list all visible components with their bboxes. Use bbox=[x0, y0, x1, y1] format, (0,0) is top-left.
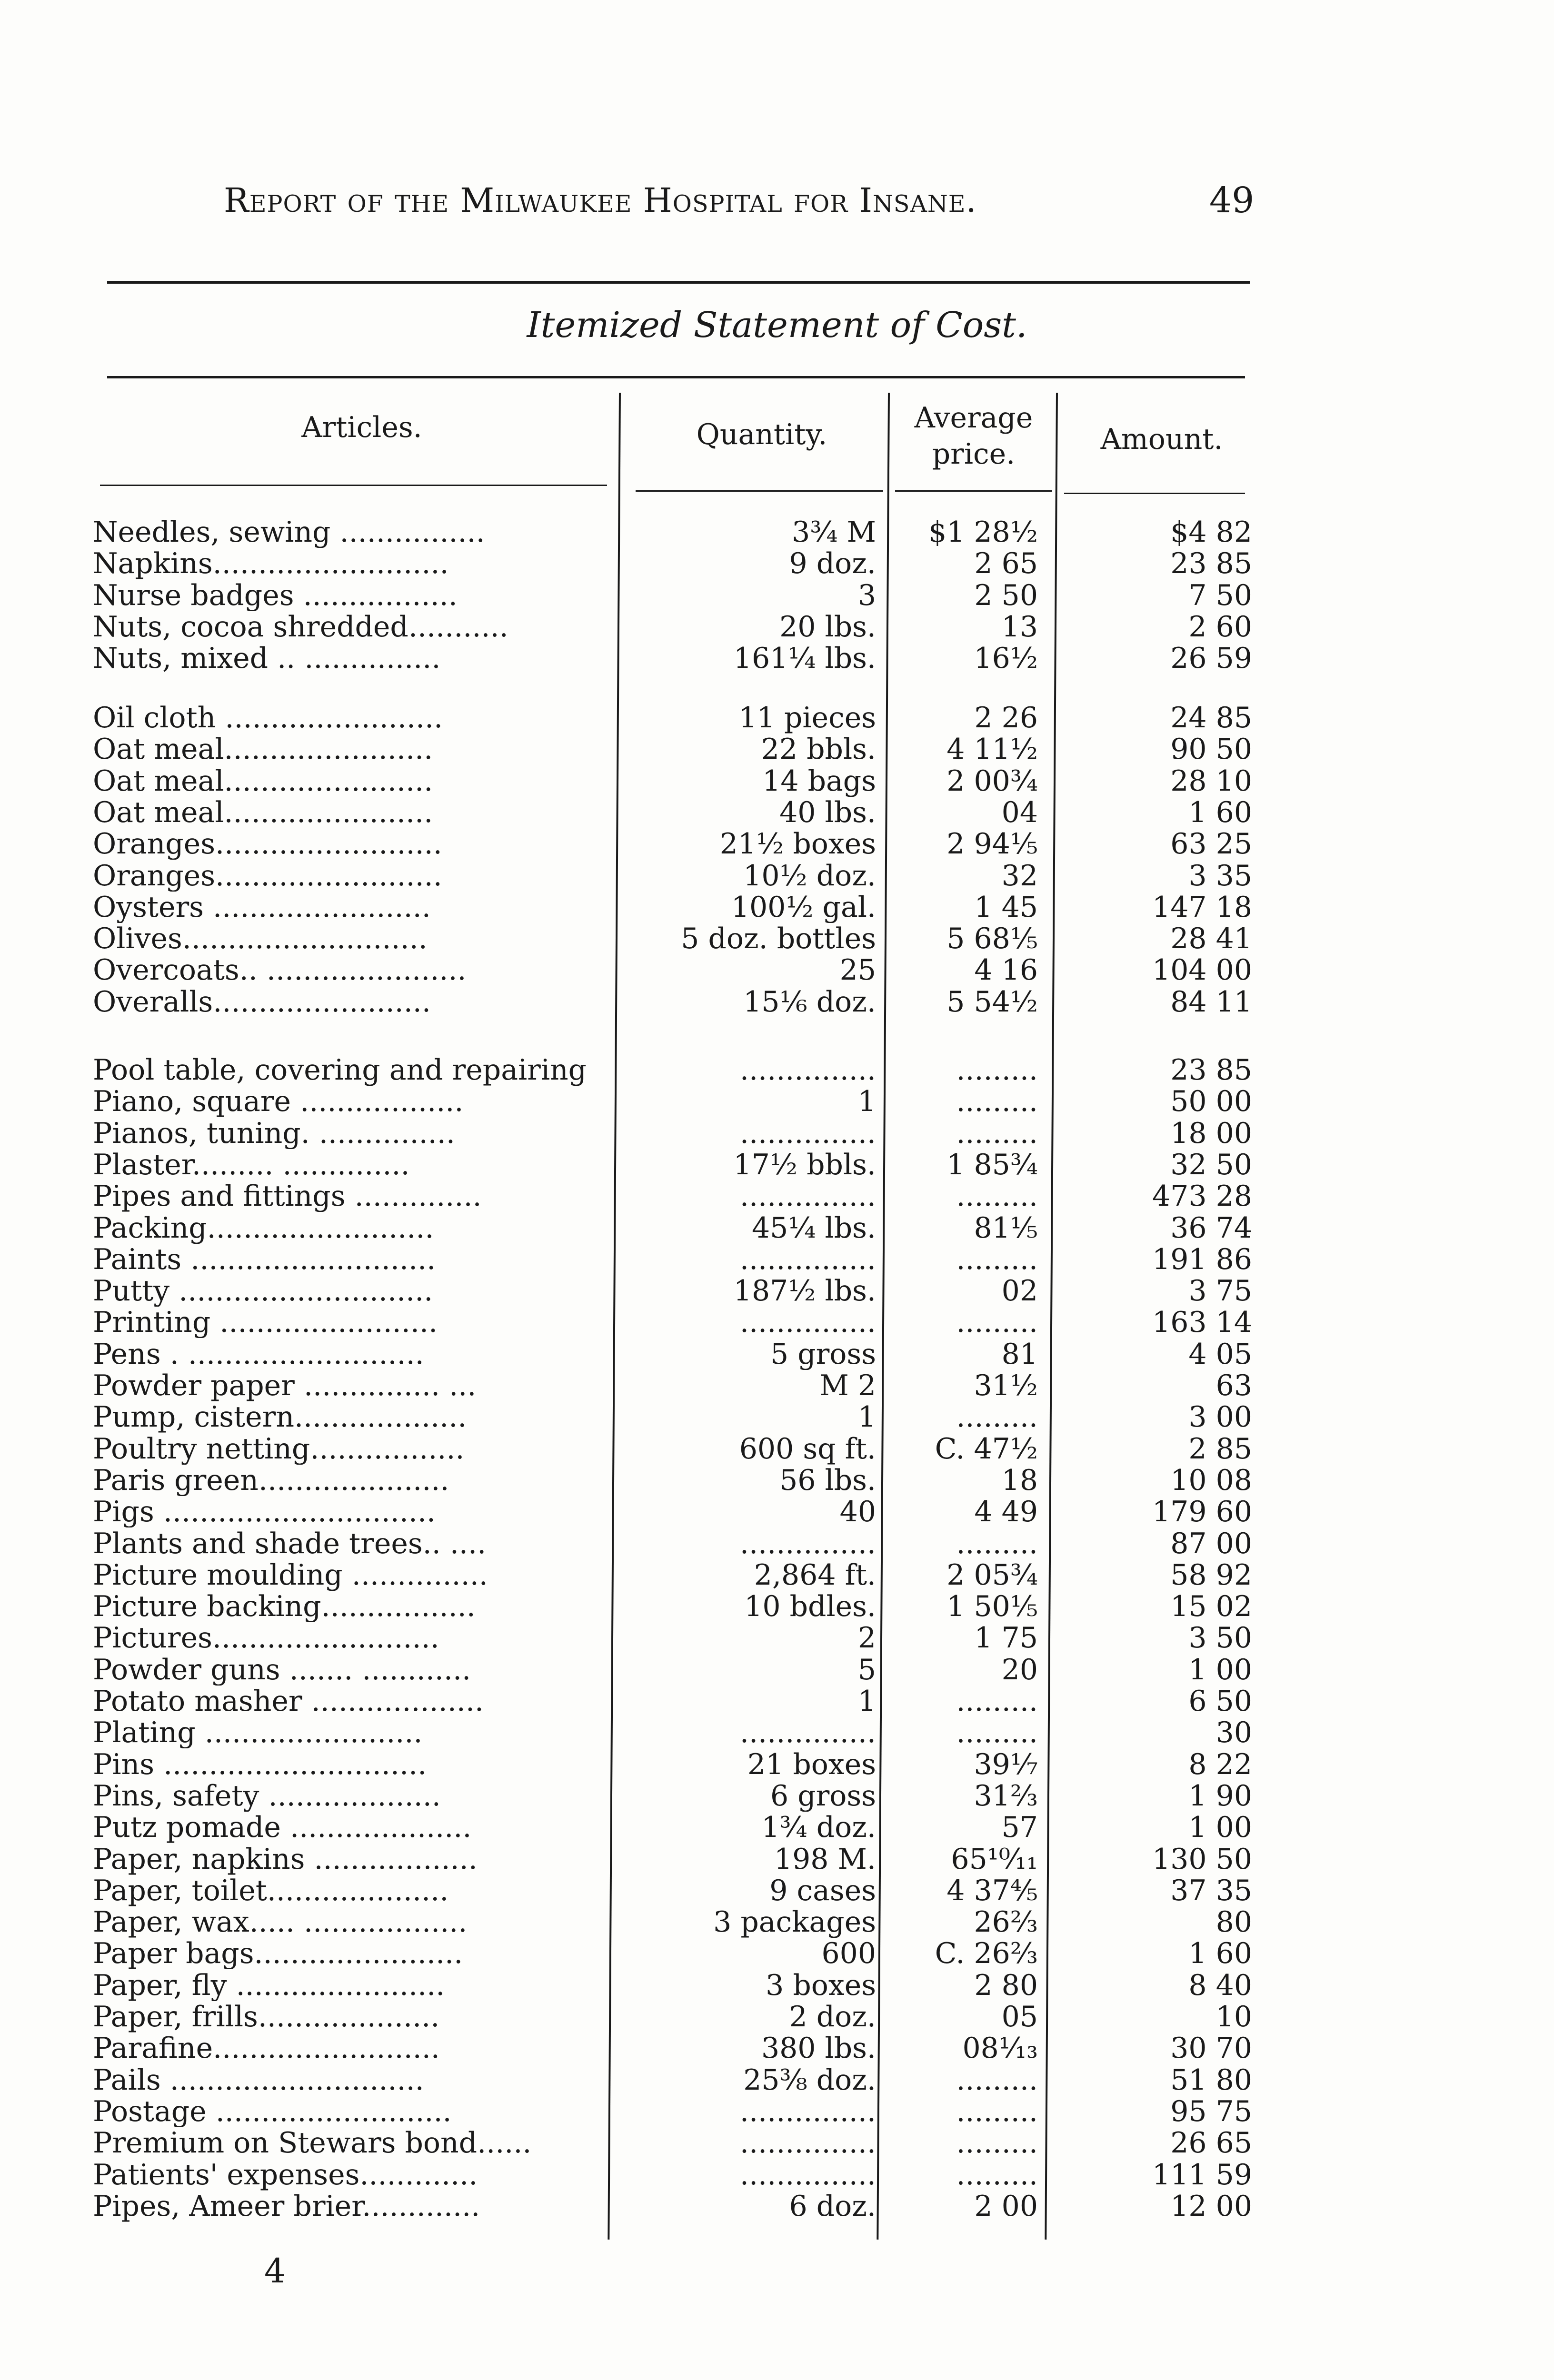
amount-cell: 8 22 bbox=[1188, 1748, 1252, 1780]
column-divider-3 bbox=[1045, 393, 1058, 2240]
article-cell: Plating ........................ bbox=[93, 1717, 423, 1749]
article-cell: Pipes and fittings .............. bbox=[93, 1180, 482, 1212]
article-cell: Pins ............................. bbox=[93, 1748, 427, 1780]
article-cell: Oat meal....................... bbox=[93, 796, 433, 828]
amount-cell: $4 82 bbox=[1170, 516, 1252, 548]
column-divider-2 bbox=[877, 393, 890, 2240]
price-cell: ......... bbox=[956, 1054, 1038, 1086]
amount-cell: 30 bbox=[1215, 1717, 1252, 1749]
article-cell: Parafine......................... bbox=[93, 2033, 440, 2064]
price-cell: 16½ bbox=[974, 643, 1038, 674]
article-cell: Pins, safety ................... bbox=[93, 1780, 441, 1812]
article-cell: Nuts, mixed .. ............... bbox=[93, 643, 441, 674]
amount-cell: 87 00 bbox=[1170, 1527, 1252, 1559]
price-cell: ......... bbox=[956, 2127, 1038, 2159]
quantity-cell: ............... bbox=[739, 1180, 876, 1212]
amount-cell: 95 75 bbox=[1170, 2095, 1252, 2127]
quantity-cell: 1¾ doz. bbox=[761, 1812, 876, 1844]
table-title: Itemized Statement of Cost. bbox=[527, 305, 1027, 346]
article-cell: Pigs .............................. bbox=[93, 1496, 436, 1528]
article-cell: Oranges......................... bbox=[93, 828, 442, 860]
quantity-cell: ............... bbox=[739, 1717, 876, 1749]
quantity-cell: 1 bbox=[857, 1086, 876, 1118]
amount-cell: 3 75 bbox=[1188, 1275, 1252, 1307]
amount-cell: 10 bbox=[1215, 2001, 1252, 2033]
quantity-cell: 600 bbox=[821, 1938, 876, 1970]
quantity-cell: ............... bbox=[739, 2127, 876, 2159]
quantity-cell: 40 bbox=[839, 1496, 876, 1528]
amount-cell: 473 28 bbox=[1152, 1180, 1252, 1212]
price-cell: 39⅐ bbox=[974, 1748, 1038, 1780]
article-cell: Overalls........................ bbox=[93, 986, 431, 1018]
article-cell: Paris green..................... bbox=[93, 1464, 449, 1496]
price-cell: ......... bbox=[956, 1180, 1038, 1212]
column-header-price bbox=[895, 400, 1052, 472]
article-cell: Piano, square .................. bbox=[93, 1086, 464, 1118]
article-cell: Oranges......................... bbox=[93, 860, 442, 892]
amount-cell: 8 40 bbox=[1188, 1969, 1252, 2001]
price-cell: 2 50 bbox=[974, 579, 1038, 611]
quantity-cell: M 2 bbox=[819, 1370, 876, 1401]
article-cell: Putz pomade .................... bbox=[93, 1812, 472, 1844]
article-cell: Picture backing................. bbox=[93, 1591, 476, 1623]
quantity-cell: 5 bbox=[857, 1654, 876, 1686]
price-cell: 05 bbox=[1001, 2001, 1038, 2033]
quantity-cell: ............... bbox=[739, 1307, 876, 1339]
price-cell: $1 28½ bbox=[928, 516, 1038, 548]
header-rule-price bbox=[895, 490, 1052, 492]
amount-cell: 23 85 bbox=[1170, 548, 1252, 580]
quantity-cell: 11 pieces bbox=[738, 702, 876, 734]
quantity-cell: 21½ boxes bbox=[719, 828, 876, 860]
price-cell: ......... bbox=[956, 1401, 1038, 1433]
price-cell: 57 bbox=[1001, 1812, 1038, 1844]
quantity-cell: 2,864 ft. bbox=[754, 1559, 876, 1591]
quantity-cell: 25⅜ doz. bbox=[743, 2064, 876, 2096]
article-cell: Poultry netting................. bbox=[93, 1433, 465, 1465]
article-cell: Paper bags....................... bbox=[93, 1938, 463, 1970]
price-cell: ......... bbox=[956, 2064, 1038, 2096]
price-cell: 1 75 bbox=[974, 1622, 1038, 1654]
quantity-cell: 21 boxes bbox=[747, 1748, 876, 1780]
article-cell: Oil cloth ........................ bbox=[93, 702, 443, 734]
article-cell: Oat meal....................... bbox=[93, 765, 433, 797]
price-cell: 2 80 bbox=[974, 1969, 1038, 2001]
quantity-cell: 600 sq ft. bbox=[739, 1433, 876, 1465]
amount-cell: 63 25 bbox=[1170, 828, 1252, 860]
amount-cell: 36 74 bbox=[1170, 1212, 1252, 1244]
amount-cell: 12 00 bbox=[1170, 2190, 1252, 2222]
quantity-cell: ............... bbox=[739, 1527, 876, 1559]
article-cell: Nuts, cocoa shredded........... bbox=[93, 611, 508, 643]
quantity-cell: 3¾ M bbox=[792, 516, 876, 548]
price-cell: ......... bbox=[956, 1717, 1038, 1749]
price-cell: 2 05¾ bbox=[946, 1559, 1038, 1591]
article-cell: Paints ........................... bbox=[93, 1243, 436, 1275]
quantity-cell: 25 bbox=[839, 954, 876, 986]
price-cell: C. 26⅔ bbox=[935, 1938, 1038, 1970]
quantity-cell: 56 lbs. bbox=[779, 1464, 876, 1496]
article-cell: Overcoats.. ...................... bbox=[93, 954, 467, 986]
price-cell: 31½ bbox=[974, 1370, 1038, 1401]
amount-cell: 1 00 bbox=[1188, 1654, 1252, 1686]
amount-cell: 51 80 bbox=[1170, 2064, 1252, 2096]
price-cell: 1 50⅕ bbox=[946, 1591, 1038, 1623]
price-cell: 2 26 bbox=[974, 702, 1038, 734]
amount-cell: 163 14 bbox=[1152, 1307, 1252, 1339]
price-cell: 81⅕ bbox=[974, 1212, 1038, 1244]
amount-cell: 24 85 bbox=[1170, 702, 1252, 734]
amount-cell: 58 92 bbox=[1170, 1559, 1252, 1591]
price-cell: C. 47½ bbox=[935, 1433, 1038, 1465]
column-header-quantity: Quantity. bbox=[696, 418, 827, 451]
article-cell: Picture moulding ............... bbox=[93, 1559, 488, 1591]
price-cell: 08¹⁄₁₃ bbox=[962, 2033, 1038, 2064]
price-cell: 65¹⁰⁄₁₁ bbox=[951, 1843, 1038, 1875]
amount-cell: 15 02 bbox=[1170, 1591, 1252, 1623]
signature-mark: 4 bbox=[264, 2251, 286, 2291]
price-cell: 2 00¾ bbox=[946, 765, 1038, 797]
quantity-cell: 1 bbox=[857, 1401, 876, 1433]
column-header-price-line2: price. bbox=[932, 437, 1016, 471]
price-cell: ......... bbox=[956, 1527, 1038, 1559]
quantity-cell: 17½ bbls. bbox=[733, 1149, 876, 1180]
price-cell: 5 54½ bbox=[946, 986, 1038, 1018]
quantity-cell: 1 bbox=[857, 1686, 876, 1717]
price-cell: 2 94⅕ bbox=[946, 828, 1038, 860]
header-rule-quantity bbox=[636, 490, 883, 492]
price-cell: 13 bbox=[1001, 611, 1038, 643]
quantity-cell: 161¼ lbs. bbox=[733, 643, 876, 674]
amount-cell: 2 60 bbox=[1188, 611, 1252, 643]
article-cell: Postage .......................... bbox=[93, 2095, 452, 2127]
amount-cell: 28 10 bbox=[1170, 765, 1252, 797]
quantity-cell: 187½ lbs. bbox=[733, 1275, 876, 1307]
quantity-cell: 5 gross bbox=[770, 1338, 876, 1370]
price-cell: ......... bbox=[956, 1117, 1038, 1149]
top-rule bbox=[107, 281, 1250, 284]
price-cell: 2 00 bbox=[974, 2190, 1038, 2222]
amount-cell: 10 08 bbox=[1170, 1464, 1252, 1496]
price-cell: ......... bbox=[956, 1307, 1038, 1339]
article-cell: Oysters ........................ bbox=[93, 891, 431, 923]
price-cell: ......... bbox=[956, 2095, 1038, 2127]
amount-cell: 1 00 bbox=[1188, 1812, 1252, 1844]
amount-cell: 26 65 bbox=[1170, 2127, 1252, 2159]
article-cell: Powder paper ............... ... bbox=[93, 1370, 477, 1401]
amount-cell: 2 85 bbox=[1188, 1433, 1252, 1465]
amount-cell: 30 70 bbox=[1170, 2033, 1252, 2064]
price-cell: 4 49 bbox=[974, 1496, 1038, 1528]
amount-cell: 63 bbox=[1215, 1370, 1252, 1401]
quantity-cell: 3 packages bbox=[713, 1906, 876, 1938]
column-header-articles: Articles. bbox=[301, 411, 422, 444]
amount-cell: 3 35 bbox=[1188, 860, 1252, 892]
amount-cell: 191 86 bbox=[1152, 1243, 1252, 1275]
quantity-cell: ............... bbox=[739, 2159, 876, 2191]
price-cell: 1 85¾ bbox=[946, 1149, 1038, 1180]
amount-cell: 32 50 bbox=[1170, 1149, 1252, 1180]
price-cell: ......... bbox=[956, 2159, 1038, 2191]
price-cell: 5 68⅕ bbox=[946, 923, 1038, 955]
article-cell: Oat meal....................... bbox=[93, 734, 433, 765]
amount-cell: 7 50 bbox=[1188, 579, 1252, 611]
article-cell: Premium on Stewars bond...... bbox=[93, 2127, 532, 2159]
quantity-cell: 20 lbs. bbox=[779, 611, 876, 643]
quantity-cell: 2 doz. bbox=[789, 2001, 876, 2033]
price-cell: ......... bbox=[956, 1243, 1038, 1275]
quantity-cell: 100½ gal. bbox=[731, 891, 876, 923]
price-cell: ......... bbox=[956, 1686, 1038, 1717]
quantity-cell: ............... bbox=[739, 2095, 876, 2127]
quantity-cell: ............... bbox=[739, 1117, 876, 1149]
article-cell: Pool table, covering and repairing bbox=[93, 1054, 587, 1086]
quantity-cell: ............... bbox=[739, 1054, 876, 1086]
article-cell: Putty ............................ bbox=[93, 1275, 433, 1307]
running-title: Report of the Milwaukee Hospital for Insane. bbox=[224, 181, 977, 220]
amount-cell: 1 90 bbox=[1188, 1780, 1252, 1812]
article-cell: Plaster......... .............. bbox=[93, 1149, 410, 1180]
article-cell: Powder guns ....... ............ bbox=[93, 1654, 471, 1686]
quantity-cell: 10½ doz. bbox=[743, 860, 876, 892]
quantity-cell: 14 bags bbox=[762, 765, 876, 797]
quantity-cell: 9 cases bbox=[769, 1874, 876, 1906]
quantity-cell: 10 bdles. bbox=[744, 1591, 876, 1623]
article-cell: Paper, wax..... .................. bbox=[93, 1906, 468, 1938]
amount-cell: 50 00 bbox=[1170, 1086, 1252, 1118]
article-cell: Plants and shade trees.. .... bbox=[93, 1527, 487, 1559]
amount-cell: 26 59 bbox=[1170, 643, 1252, 674]
quantity-cell: 22 bbls. bbox=[761, 734, 876, 765]
price-cell: 04 bbox=[1001, 796, 1038, 828]
quantity-cell: 15⅙ doz. bbox=[743, 986, 876, 1018]
amount-cell: 104 00 bbox=[1152, 954, 1252, 986]
amount-cell: 111 59 bbox=[1152, 2159, 1252, 2191]
column-header-amount: Amount. bbox=[1100, 423, 1223, 456]
article-cell: Napkins.......................... bbox=[93, 548, 449, 580]
amount-cell: 130 50 bbox=[1152, 1843, 1252, 1875]
price-cell: 2 65 bbox=[974, 548, 1038, 580]
article-cell: Paper, frills.................... bbox=[93, 2001, 440, 2033]
quantity-cell: 40 lbs. bbox=[779, 796, 876, 828]
price-cell: 4 16 bbox=[974, 954, 1038, 986]
quantity-cell: 380 lbs. bbox=[761, 2033, 876, 2064]
quantity-cell: 2 bbox=[857, 1622, 876, 1654]
quantity-cell: 5 doz. bottles bbox=[681, 923, 876, 955]
price-cell: 18 bbox=[1001, 1464, 1038, 1496]
article-cell: Needles, sewing ................ bbox=[93, 516, 485, 548]
price-cell: 4 11½ bbox=[946, 734, 1038, 765]
quantity-cell: 3 bbox=[857, 579, 876, 611]
article-cell: Printing ........................ bbox=[93, 1307, 438, 1339]
price-cell: ......... bbox=[956, 1086, 1038, 1118]
quantity-cell: 45¼ lbs. bbox=[751, 1212, 876, 1244]
column-header-price-line1: Average bbox=[914, 401, 1033, 435]
amount-cell: 1 60 bbox=[1188, 1938, 1252, 1970]
article-cell: Paper, fly ....................... bbox=[93, 1969, 445, 2001]
quantity-cell: 6 gross bbox=[770, 1780, 876, 1812]
article-cell: Potato masher ................... bbox=[93, 1686, 484, 1717]
amount-cell: 84 11 bbox=[1170, 986, 1252, 1018]
amount-cell: 147 18 bbox=[1152, 891, 1252, 923]
quantity-cell: 6 doz. bbox=[789, 2190, 876, 2222]
amount-cell: 4 05 bbox=[1188, 1338, 1252, 1370]
price-cell: 4 37⅘ bbox=[946, 1874, 1038, 1906]
amount-cell: 90 50 bbox=[1170, 734, 1252, 765]
quantity-cell: 3 boxes bbox=[766, 1969, 876, 2001]
amount-cell: 28 41 bbox=[1170, 923, 1252, 955]
price-cell: 26⅔ bbox=[974, 1906, 1038, 1938]
article-cell: Pipes, Ameer brier............. bbox=[93, 2190, 480, 2222]
price-cell: 02 bbox=[1001, 1275, 1038, 1307]
article-cell: Pails ............................ bbox=[93, 2064, 424, 2096]
amount-cell: 18 00 bbox=[1170, 1117, 1252, 1149]
article-cell: Pianos, tuning. ............... bbox=[93, 1117, 455, 1149]
quantity-cell: ............... bbox=[739, 1243, 876, 1275]
article-cell: Pictures......................... bbox=[93, 1622, 439, 1654]
article-cell: Olives........................... bbox=[93, 923, 428, 955]
amount-cell: 23 85 bbox=[1170, 1054, 1252, 1086]
price-cell: 32 bbox=[1001, 860, 1038, 892]
price-cell: 31⅔ bbox=[974, 1780, 1038, 1812]
article-cell: Nurse badges ................. bbox=[93, 579, 458, 611]
quantity-cell: 198 M. bbox=[774, 1843, 876, 1875]
header-top-rule bbox=[107, 376, 1245, 378]
price-cell: 1 45 bbox=[974, 891, 1038, 923]
header-rule-amount bbox=[1064, 493, 1245, 494]
page-number: 49 bbox=[1209, 180, 1255, 221]
article-cell: Pump, cistern................... bbox=[93, 1401, 467, 1433]
price-cell: 81 bbox=[1001, 1338, 1038, 1370]
article-cell: Packing......................... bbox=[93, 1212, 434, 1244]
header-rule-articles bbox=[100, 485, 607, 486]
amount-cell: 3 50 bbox=[1188, 1622, 1252, 1654]
amount-cell: 179 60 bbox=[1152, 1496, 1252, 1528]
amount-cell: 80 bbox=[1215, 1906, 1252, 1938]
amount-cell: 37 35 bbox=[1170, 1874, 1252, 1906]
article-cell: Pens . .......................... bbox=[93, 1338, 424, 1370]
article-cell: Paper, napkins .................. bbox=[93, 1843, 478, 1875]
amount-cell: 1 60 bbox=[1188, 796, 1252, 828]
price-cell: 20 bbox=[1001, 1654, 1038, 1686]
quantity-cell: 9 doz. bbox=[789, 548, 876, 580]
article-cell: Paper, toilet.................... bbox=[93, 1874, 449, 1906]
article-cell: Patients' expenses............. bbox=[93, 2159, 478, 2191]
amount-cell: 6 50 bbox=[1188, 1686, 1252, 1717]
amount-cell: 3 00 bbox=[1188, 1401, 1252, 1433]
